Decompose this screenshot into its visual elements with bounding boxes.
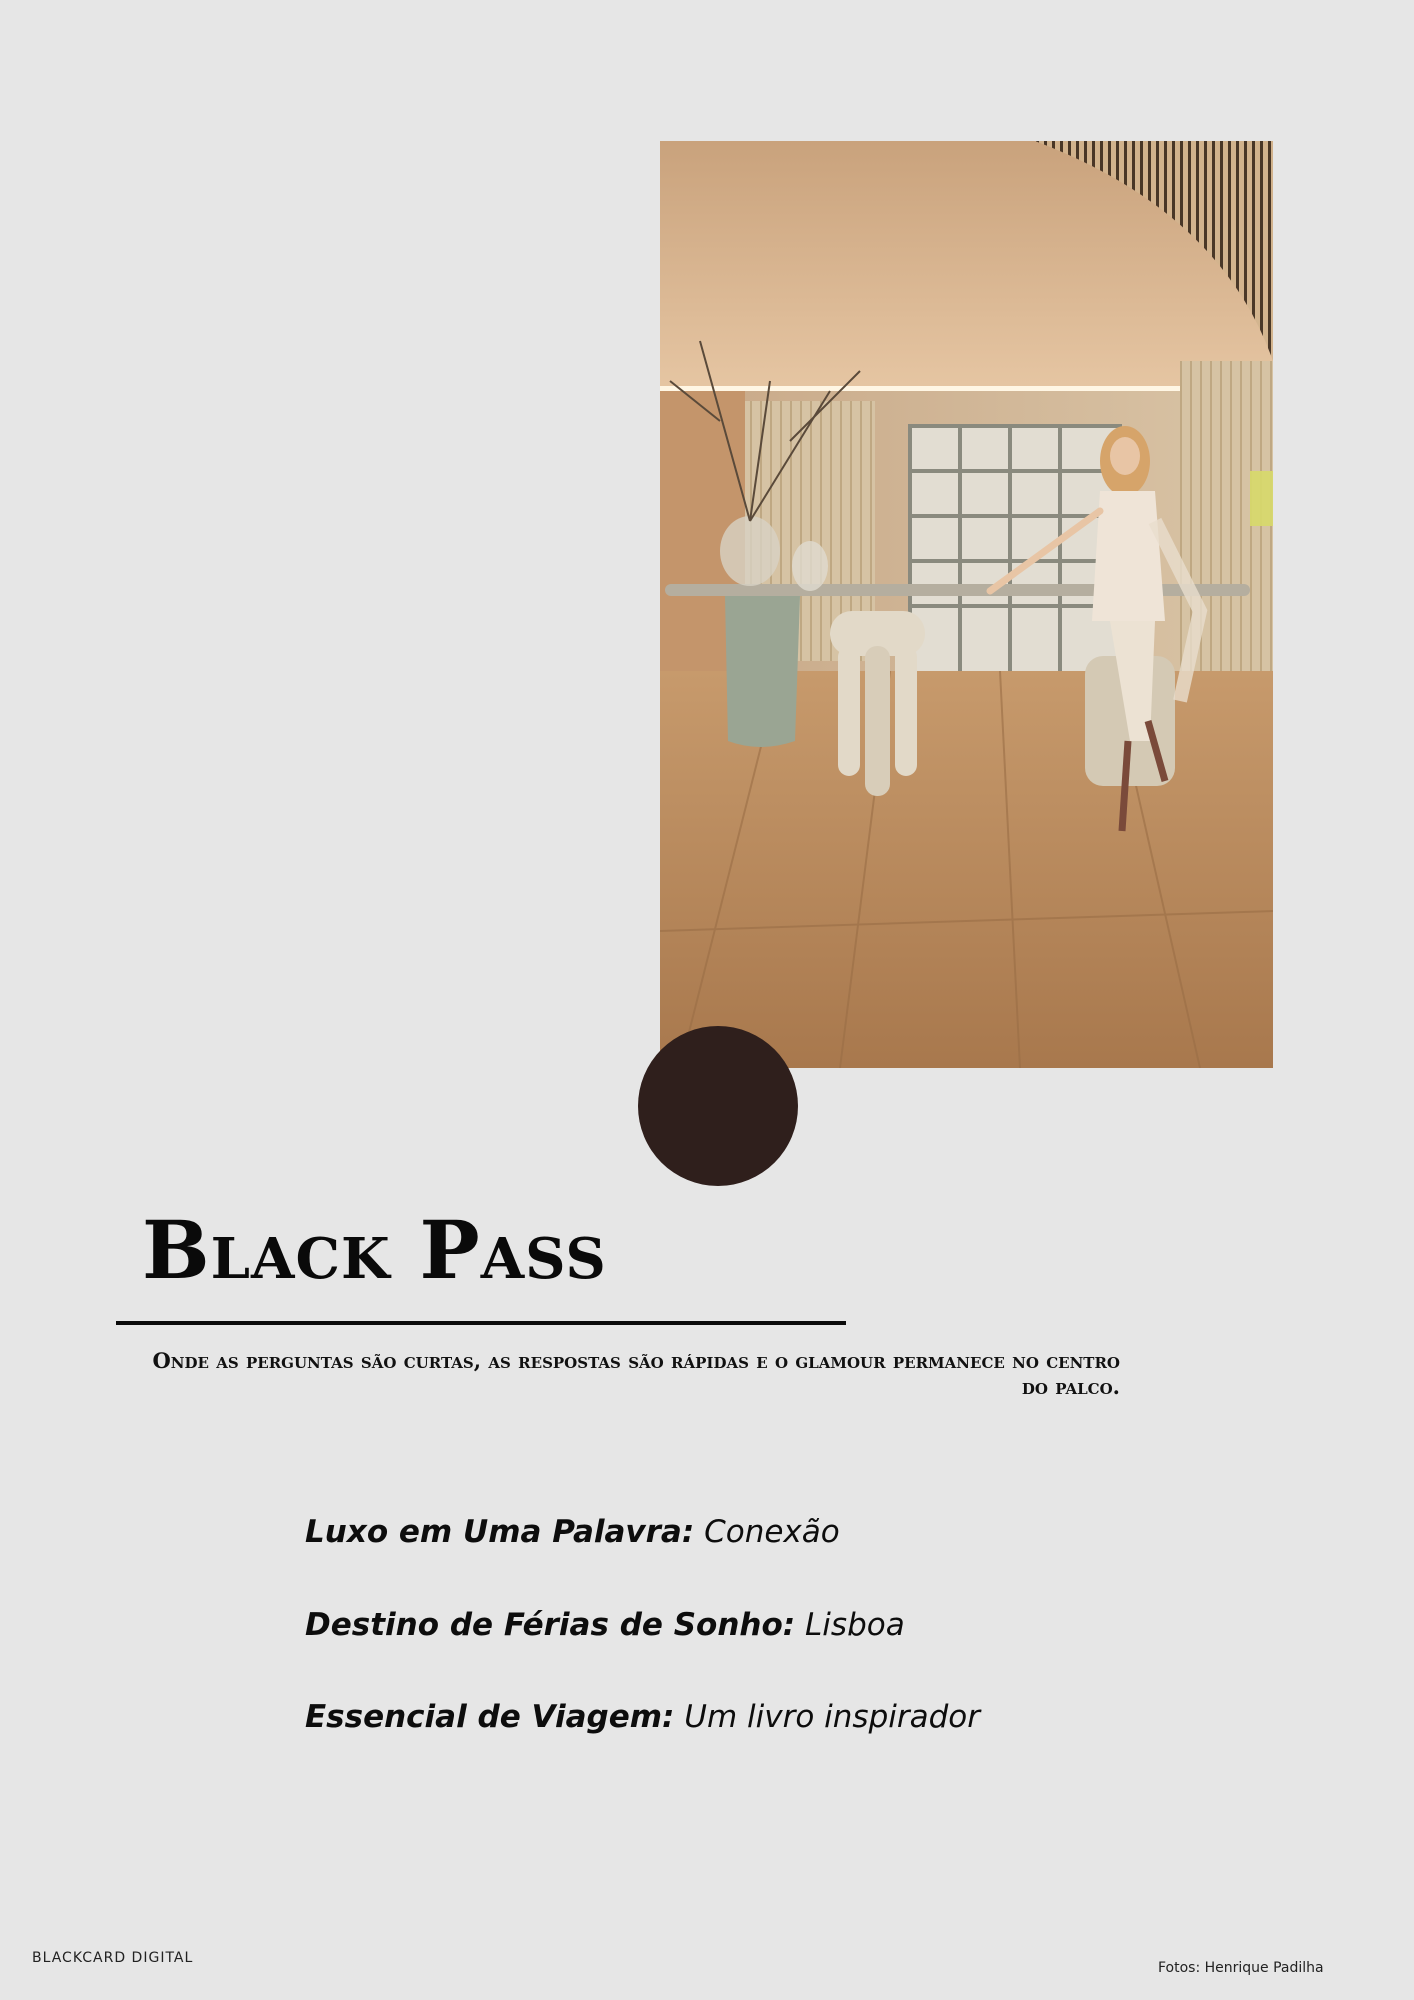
hero-photo (660, 141, 1273, 1068)
page-title: Black Pass (142, 1203, 607, 1297)
qa-label: Essencial de Viagem: (305, 1699, 675, 1735)
qa-answer: Conexão (704, 1514, 840, 1550)
subtitle: Onde as perguntas são curtas, as respostas são rápidas e o glamour permanece no centro do palco. (152, 1348, 1120, 1399)
qa-item-destination (305, 1605, 905, 1645)
qa-answer: Um livro inspirador (684, 1699, 981, 1735)
qa-label: Luxo em Uma Palavra: (305, 1514, 695, 1550)
qa-item-luxury (305, 1512, 840, 1552)
qa-label: Destino de Férias de Sonho: (305, 1607, 796, 1643)
qa-answer: Lisboa (805, 1607, 905, 1643)
decorative-circle (638, 1026, 798, 1186)
footer-brand: BLACKCARD DIGITAL (32, 1950, 194, 1966)
qa-item-travel-essential (305, 1697, 980, 1737)
photo-credit: Fotos: Henrique Padilha (1158, 1960, 1324, 1976)
title-divider (116, 1321, 846, 1325)
